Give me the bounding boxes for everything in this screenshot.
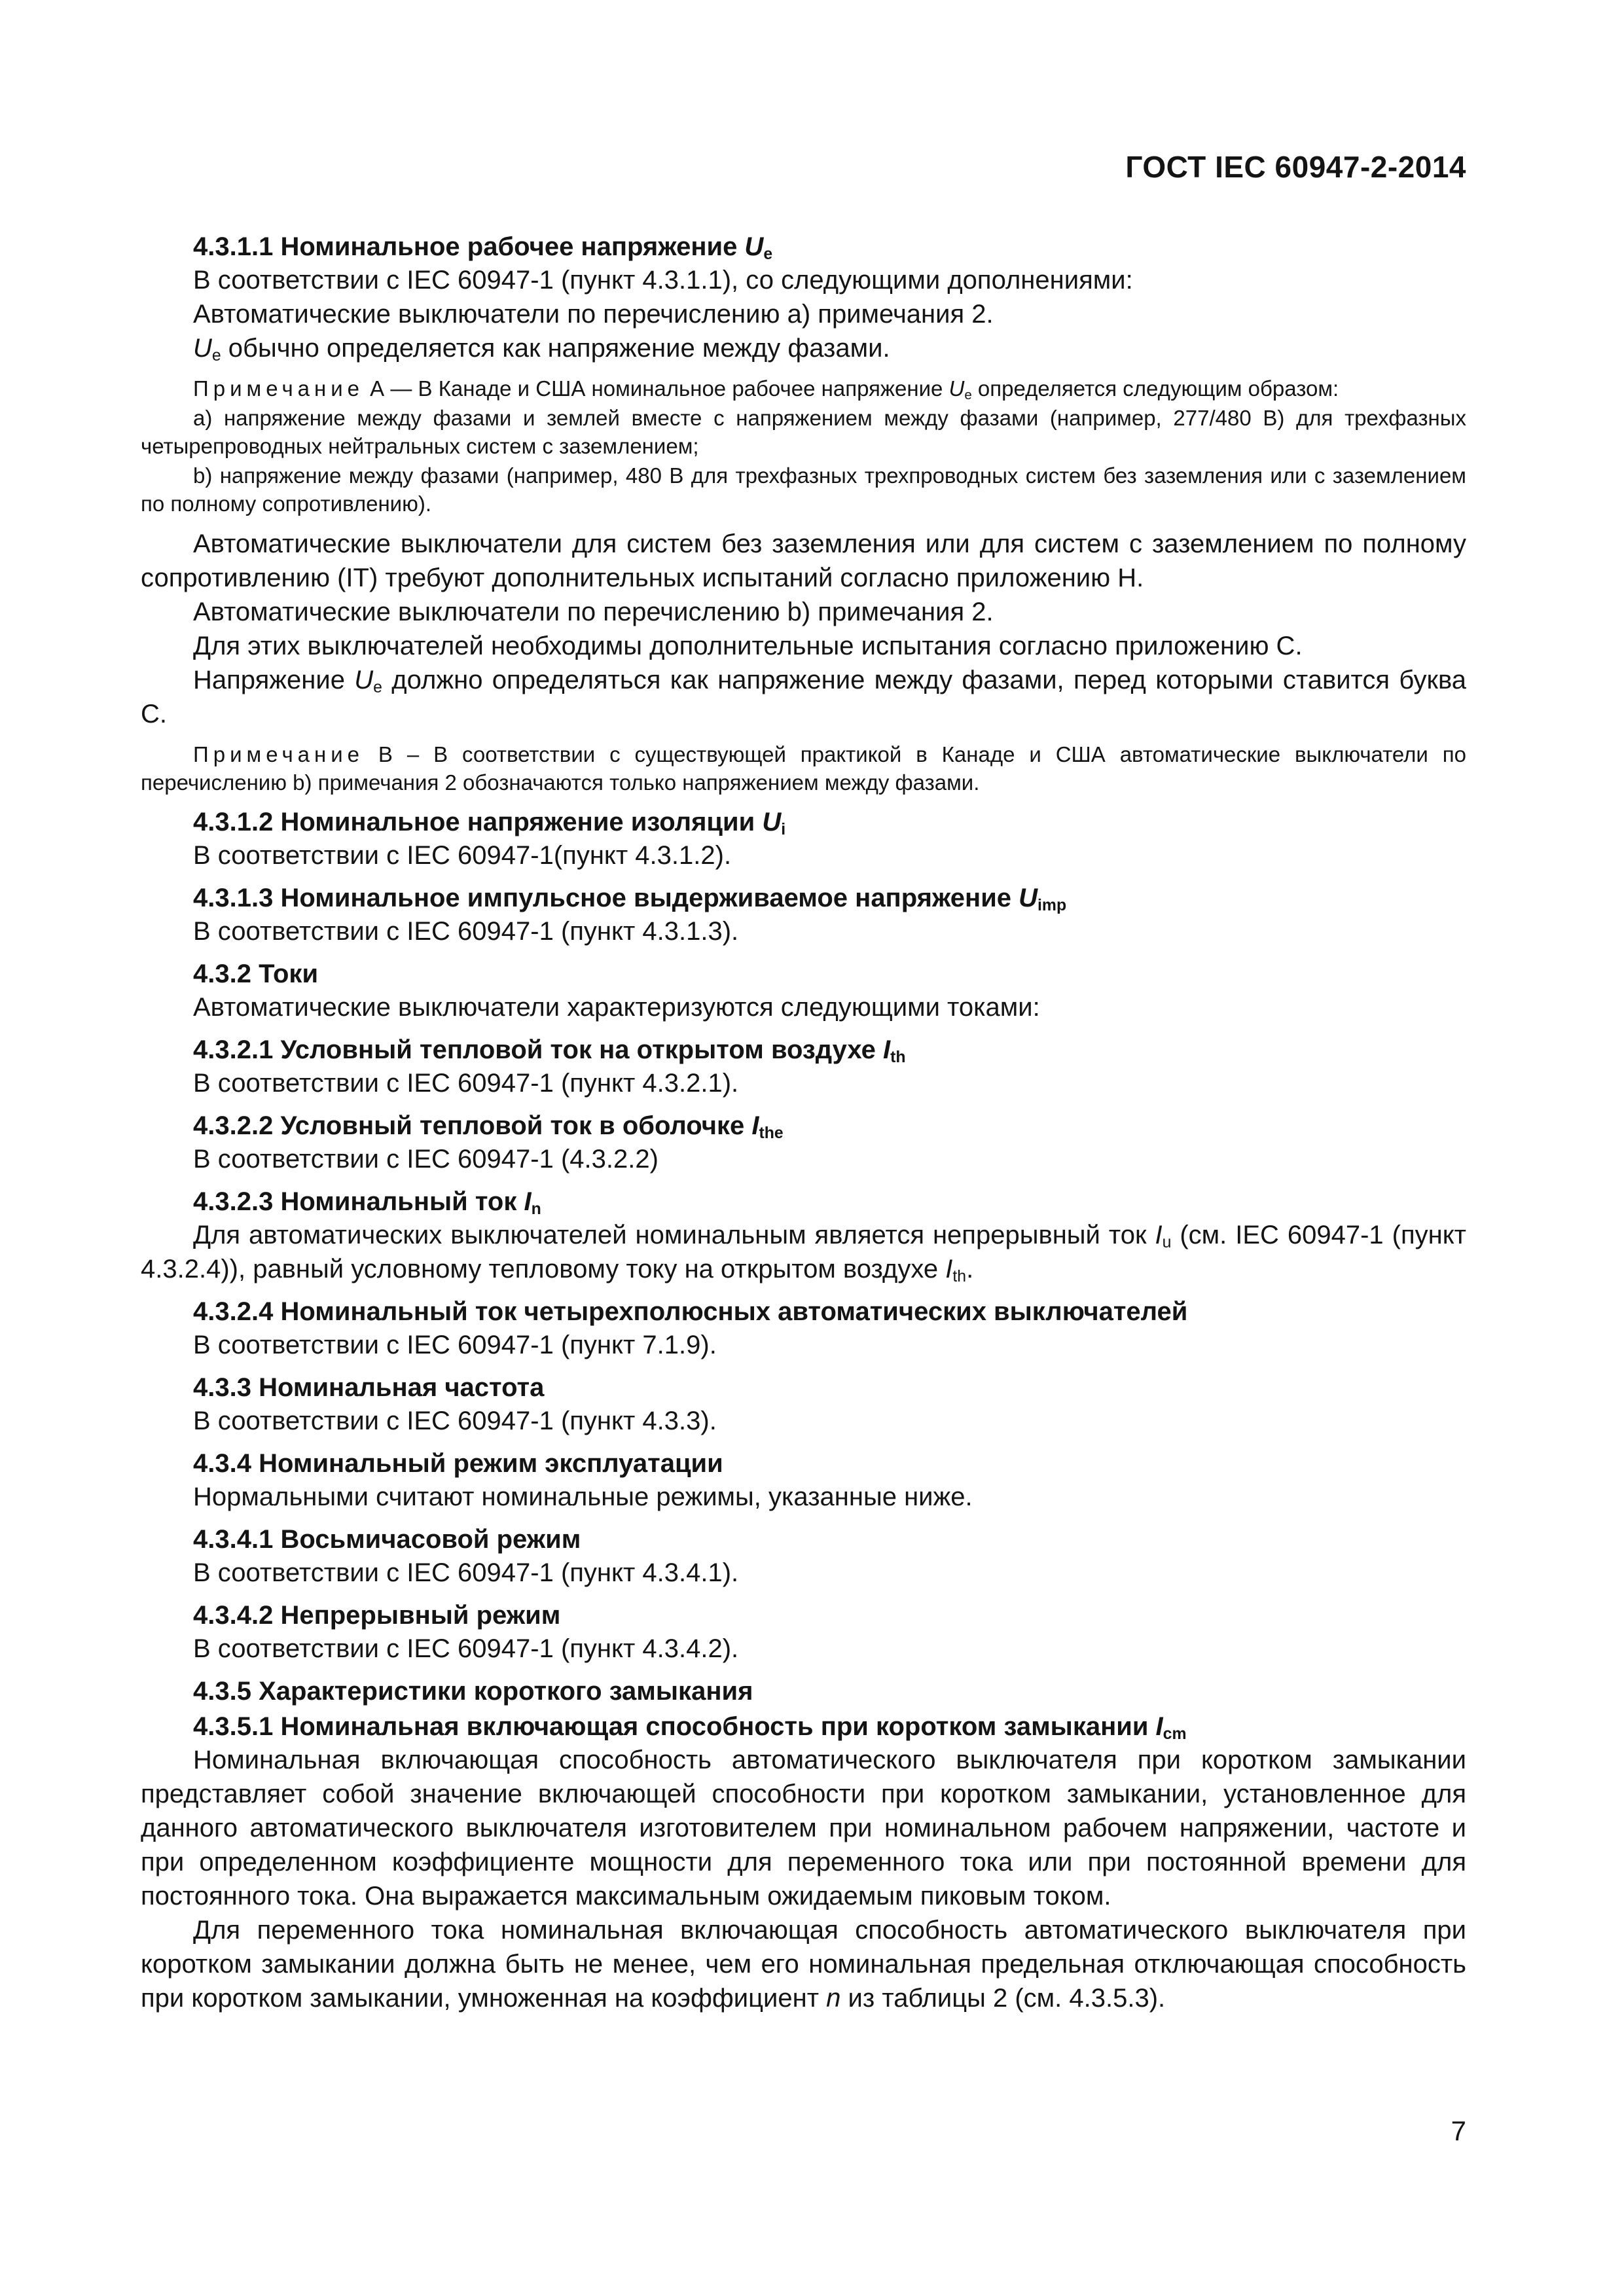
heading-4-3-2-3: 4.3.2.3 Номинальный ток $I_n$ (193, 1187, 541, 1219)
paragraph: Автоматические выключатели для систем без заземления или для систем с заземлением по полному сопротивлению (IT) требуют дополнительных испытаний согласно приложению Н. (141, 529, 1466, 592)
paragraph: В соответствии с IEC 60947-1 (пункт 4.3.1.3). (193, 917, 739, 946)
paragraph: В соответствии с IEC 60947-1(пункт 4.3.1.2). (193, 841, 732, 870)
paragraph: Напряжение $U_e$ должно определяться как напряжение между фазами, перед которыми ставится буква С. (141, 666, 1467, 728)
heading-4-3-1-1: 4.3.1.1 Номинальное рабочее напряжение $U_e$ (193, 232, 773, 264)
note-a-item-b: b) напряжение между фазами (например, 480 В для трехфазных трехпроводных систем без заземления или с заземлением по полному сопротивлению). (141, 463, 1466, 516)
paragraph: В соответствии с IEC 60947-1 (пункт 4.3.1.1), со следующими дополнениями: (193, 266, 1133, 295)
heading-4-3-5-1: 4.3.5.1 Номинальная включающая способность при коротком замыкании $I_{cm}$ (193, 1712, 1187, 1744)
heading-4-3-4-1: 4.3.4.1 Восьмичасовой режим (193, 1525, 581, 1554)
paragraph: Номинальная включающая способность автоматического выключателя при коротком замыкании представляет собой значение включающей способности при коротком замыкании, установленное для данного автоматического выключателя изготовителем при номинальном рабочем напряжении, частоте и при определенном коэффициенте мощности для переменного тока или при постоянной времени для постоянного тока. Она выражается максимальным ожидаемым пиковым током. (141, 1746, 1466, 1910)
paragraph: В соответствии с IEC 60947-1 (пункт 4.3.4.1). (193, 1558, 739, 1587)
heading-4-3-5: 4.3.5 Характеристики короткого замыкания (193, 1677, 753, 1706)
paragraph: Для автоматических выключателей номинальным является непрерывный ток $I_u$ (см. IEC 60947-1 (пункт 4.3.2.4)), равный условному тепловому току на открытом воздухе $I_{th}$. (141, 1221, 1466, 1286)
heading-4-3-2-1: 4.3.2.1 Условный тепловой ток на открытом воздухе $I_{th}$ (193, 1035, 906, 1067)
heading-4-3-2-4: 4.3.2.4 Номинальный ток четырехполюсных автоматических выключателей (193, 1297, 1188, 1326)
note-b: Примечание В – В соответствии с существующей практикой в Канаде и США автоматические выключатели по перечислению b) примечания 2 обозначаются только напряжением между фазами. (141, 742, 1466, 795)
paragraph: Нормальными считают номинальные режимы, указанные ниже. (193, 1482, 973, 1511)
paragraph: $U_e$ обычно определяется как напряжение между фазами. (193, 334, 890, 365)
paragraph: В соответствии с IEC 60947-1 (пункт 7.1.9). (193, 1331, 717, 1359)
heading-4-3-2-2: 4.3.2.2 Условный тепловой ток в оболочке $I_{the}$ (193, 1111, 784, 1143)
paragraph: Автоматические выключатели по перечислению а) примечания 2. (193, 300, 994, 329)
document-body (141, 230, 1466, 2015)
note-a: Примечание А — В Канаде и США номинальное рабочее напряжение $U_e$ определяется следующим образом: (193, 376, 1339, 403)
document-header: ГОСТ IEC 60947-2-2014 (1125, 150, 1466, 184)
paragraph: В соответствии с IEC 60947-1 (пункт 4.3.4.2). (193, 1634, 739, 1663)
page-number: 7 (1451, 2115, 1466, 2146)
heading-4-3-4: 4.3.4 Номинальный режим эксплуатации (193, 1449, 723, 1478)
heading-4-3-3: 4.3.3 Номинальная частота (193, 1373, 545, 1402)
paragraph: В соответствии с IEC 60947-1 (пункт 4.3.2.1). (193, 1069, 739, 1098)
paragraph: Автоматические выключатели по перечислению b) примечания 2. (193, 598, 994, 626)
document-page (141, 0, 1466, 2296)
paragraph: Для переменного тока номинальная включающая способность автоматического выключателя при коротком замыкании должна быть не менее, чем его номинальная предельная отключающая способность при коротком замыкании, умноженная на коэффициент n из таблицы 2 (см. 4.3.5.3). (141, 1916, 1466, 2013)
paragraph: Для этих выключателей необходимы дополнительные испытания согласно приложению С. (193, 632, 1303, 660)
heading-4-3-1-2: 4.3.1.2 Номинальное напряжение изоляции $U_i$ (193, 808, 786, 839)
heading-4-3-4-2: 4.3.4.2 Непрерывный режим (193, 1601, 561, 1630)
note-a-item-a: a) напряжение между фазами и землей вместе с напряжением между фазами (например, 277/480 В) для трехфазных четырепроводных нейтральных систем с заземлением; (141, 406, 1466, 458)
paragraph: В соответствии с IEC 60947-1 (4.3.2.2) (193, 1145, 659, 1174)
heading-4-3-1-3: 4.3.1.3 Номинальное импульсное выдерживаемое напряжение $U_{imp}$ (193, 884, 1067, 915)
paragraph: В соответствии с IEC 60947-1 (пункт 4.3.3). (193, 1407, 717, 1435)
paragraph: Автоматические выключатели характеризуются следующими токами: (193, 993, 1040, 1022)
heading-4-3-2: 4.3.2 Токи (193, 960, 319, 988)
